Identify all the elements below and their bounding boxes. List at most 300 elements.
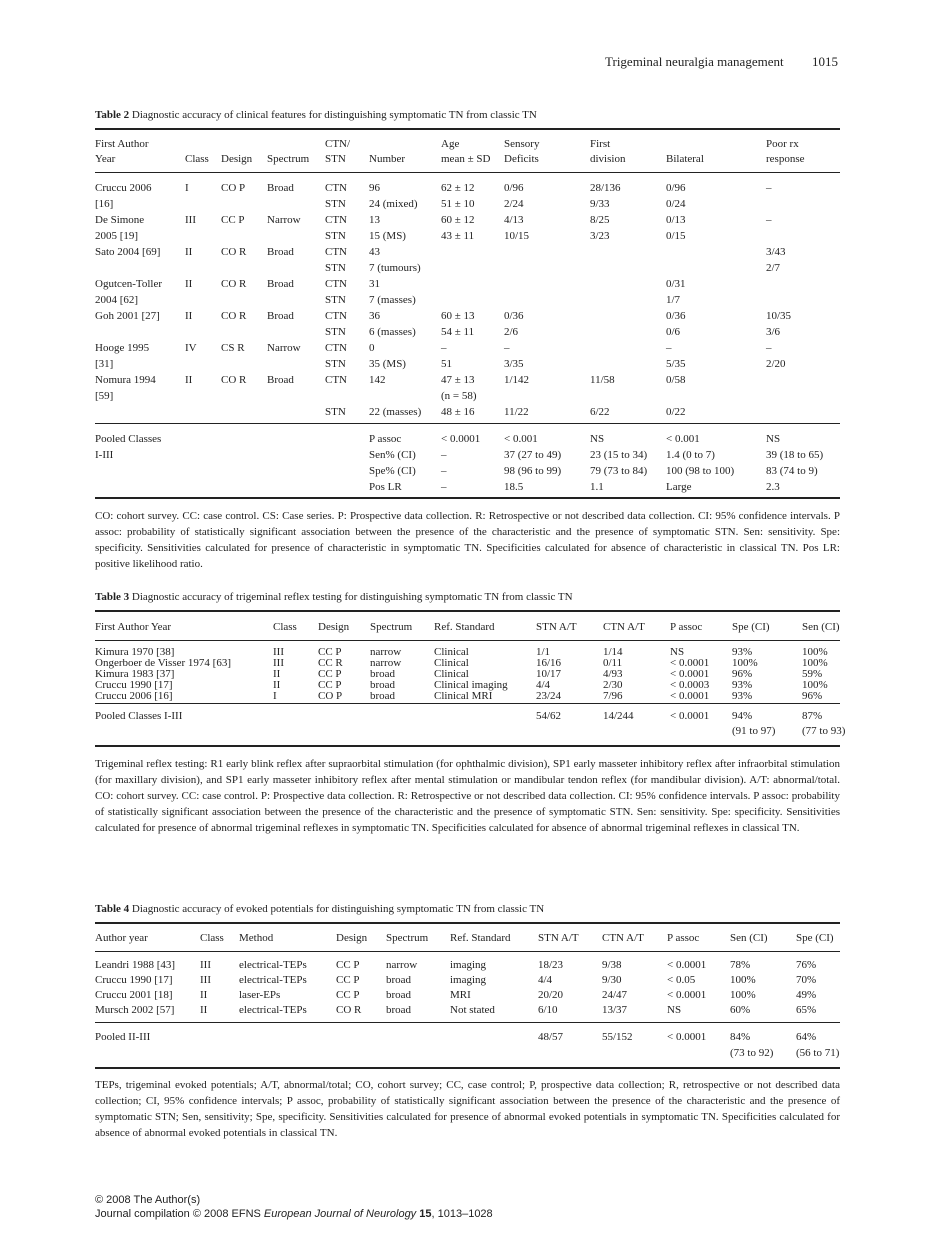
table-cell bbox=[325, 447, 369, 463]
table-cell: 0/36 bbox=[666, 310, 686, 322]
table2-header-rule bbox=[95, 172, 840, 173]
table-row bbox=[95, 180, 840, 196]
table-cell: electrical-TEPs bbox=[239, 974, 307, 986]
table-cell: 11/22 bbox=[504, 406, 529, 418]
table-cell: – bbox=[766, 214, 772, 226]
table2-col-header: Sensory bbox=[504, 138, 540, 150]
table4-col-header: Spe (CI) bbox=[796, 932, 834, 944]
table-cell bbox=[441, 244, 504, 260]
footer bbox=[95, 1193, 493, 1221]
table-cell: CTN bbox=[325, 342, 347, 354]
table-cell: 2/6 bbox=[504, 326, 519, 338]
table-cell bbox=[185, 260, 221, 276]
table3-caption-text: Diagnostic accuracy of trigeminal reflex testing for distinguishing symptomatic TN from classic TN bbox=[131, 591, 573, 603]
table-cell bbox=[221, 388, 267, 404]
table-cell: Clinical MRI bbox=[434, 690, 493, 702]
table-cell bbox=[267, 228, 325, 244]
table-cell bbox=[504, 276, 590, 292]
table-row bbox=[95, 404, 840, 420]
table-cell: STN bbox=[325, 198, 346, 210]
table-cell bbox=[590, 324, 666, 340]
table-cell: 2/24 bbox=[504, 198, 524, 210]
table-cell: CC P bbox=[336, 974, 360, 986]
table-cell: 83 (74 to 9) bbox=[766, 465, 818, 477]
table-cell: broad bbox=[370, 690, 396, 702]
table4-col-header: CTN A/T bbox=[602, 932, 644, 944]
table-cell bbox=[267, 447, 325, 463]
pooled-row bbox=[95, 463, 840, 479]
table-cell: 100% bbox=[802, 646, 828, 658]
table2-col-header: First bbox=[590, 138, 611, 150]
table-cell bbox=[766, 228, 840, 244]
table-cell bbox=[667, 1045, 730, 1061]
table-cell: Cruccu 2001 [18] bbox=[95, 989, 173, 1001]
table2-header bbox=[95, 137, 840, 167]
table-cell: MRI bbox=[450, 989, 471, 1001]
table-cell: 2005 [19] bbox=[95, 230, 139, 242]
table-cell: 10/17 bbox=[536, 668, 562, 680]
table-cell: 24/47 bbox=[602, 989, 628, 1001]
table-cell: 84% bbox=[730, 1031, 751, 1043]
table2-col-header bbox=[185, 137, 221, 152]
pooled-row bbox=[95, 431, 840, 447]
table-cell bbox=[221, 463, 267, 479]
table2-body bbox=[95, 180, 840, 420]
table-cell bbox=[221, 196, 267, 212]
table-cell: 98 (96 to 99) bbox=[504, 465, 562, 477]
table4-body bbox=[95, 958, 848, 1018]
table-cell: CTN bbox=[325, 246, 347, 258]
table-cell bbox=[185, 356, 221, 372]
table-cell: III bbox=[200, 974, 211, 986]
table-cell bbox=[267, 388, 325, 404]
table2-col-header bbox=[267, 137, 325, 152]
table-cell bbox=[185, 324, 221, 340]
table-cell: < 0.0001 bbox=[670, 690, 710, 702]
table-cell bbox=[666, 388, 766, 404]
table-cell bbox=[504, 292, 590, 308]
table-cell: 87% bbox=[802, 710, 823, 722]
table-cell bbox=[273, 724, 318, 739]
table-cell: Goh 2001 [27] bbox=[95, 310, 160, 322]
table-row bbox=[95, 1003, 848, 1018]
table-cell: CO R bbox=[221, 278, 247, 290]
table-cell bbox=[590, 292, 666, 308]
table-cell: Ogutcen-Toller bbox=[95, 278, 163, 290]
table-cell: Kimura 1983 [37] bbox=[95, 668, 175, 680]
table-cell: STN bbox=[325, 230, 346, 242]
table4-col-header: Class bbox=[200, 932, 224, 944]
table-cell: 79 (73 to 84) bbox=[590, 465, 648, 477]
table-cell: II bbox=[273, 668, 281, 680]
table-row bbox=[95, 308, 840, 324]
table-cell bbox=[325, 463, 369, 479]
table-cell: broad bbox=[386, 1004, 412, 1016]
table-row bbox=[95, 340, 840, 356]
table-cell: P assoc bbox=[369, 433, 402, 445]
table3-col-header: Sen (CI) bbox=[802, 621, 840, 633]
table-cell: (73 to 92) bbox=[730, 1047, 774, 1059]
table-cell: 0/96 bbox=[504, 182, 524, 194]
table-cell: 54/62 bbox=[536, 710, 562, 722]
table-cell: III bbox=[200, 959, 211, 971]
table3-pooled-rule bbox=[95, 703, 840, 704]
table-cell: 11/58 bbox=[590, 374, 615, 386]
table4-col-header: P assoc bbox=[667, 932, 700, 944]
table-cell: Clinical imaging bbox=[434, 679, 508, 691]
table-row bbox=[95, 260, 840, 276]
table-cell: 2.3 bbox=[766, 481, 780, 493]
journal-name: European Journal of Neurology bbox=[263, 1208, 417, 1220]
table4-header-rule bbox=[95, 951, 840, 952]
table-cell: 20/20 bbox=[538, 989, 564, 1001]
table-cell: Cruccu 1990 [17] bbox=[95, 974, 173, 986]
table-cell bbox=[666, 260, 766, 276]
table-cell: Pooled Classes bbox=[95, 433, 162, 445]
table2-col-header: First Author bbox=[95, 138, 149, 150]
table-cell: 3/43 bbox=[766, 246, 786, 258]
table-cell: Pooled Classes I-III bbox=[95, 710, 183, 722]
table-cell: < 0.0001 bbox=[667, 959, 707, 971]
pooled-row bbox=[95, 709, 861, 724]
table3-col-header: First Author Year bbox=[95, 621, 172, 633]
table2-col-header: mean ± SD bbox=[441, 153, 491, 165]
table-cell: 48/57 bbox=[538, 1031, 564, 1043]
table-cell bbox=[95, 1045, 200, 1061]
table-cell: 70% bbox=[796, 974, 817, 986]
table-cell bbox=[95, 463, 185, 479]
table-cell: 48 ± 16 bbox=[441, 406, 475, 418]
table-cell bbox=[267, 404, 325, 420]
table-cell bbox=[267, 260, 325, 276]
table-cell: 35 (MS) bbox=[369, 358, 406, 370]
table-cell: 76% bbox=[796, 959, 817, 971]
table-cell: broad bbox=[386, 974, 412, 986]
table-cell: Hooge 1995 bbox=[95, 342, 150, 354]
table-cell: broad bbox=[370, 668, 396, 680]
table-cell: 0/31 bbox=[666, 278, 686, 290]
table-cell: 13/37 bbox=[602, 1004, 628, 1016]
table-cell bbox=[273, 709, 318, 724]
table-cell: 96 bbox=[369, 182, 380, 194]
table-cell: CTN bbox=[325, 310, 347, 322]
table-cell: 1/1 bbox=[536, 646, 551, 658]
table-cell: II bbox=[185, 246, 193, 258]
table2-col-header: Deficits bbox=[504, 153, 539, 165]
table-cell bbox=[590, 356, 666, 372]
table-cell bbox=[441, 260, 504, 276]
table3-col-header: Ref. Standard bbox=[434, 621, 495, 633]
table-cell: 65% bbox=[796, 1004, 817, 1016]
table2-col-header: Year bbox=[95, 153, 116, 165]
table2-col-header: Age bbox=[441, 138, 460, 150]
table-row bbox=[95, 958, 848, 973]
table-cell bbox=[221, 431, 267, 447]
table-cell: 100% bbox=[730, 989, 756, 1001]
table-cell bbox=[221, 324, 267, 340]
table-cell bbox=[185, 447, 221, 463]
table-cell: STN bbox=[325, 406, 346, 418]
table-cell bbox=[386, 1045, 450, 1061]
table-cell: CS R bbox=[221, 342, 245, 354]
table4-pooled bbox=[95, 1029, 848, 1061]
table3-col-header: P assoc bbox=[670, 621, 703, 633]
table-cell: Not stated bbox=[450, 1004, 495, 1016]
table-cell: CC P bbox=[318, 679, 342, 691]
table2-col-header: Number bbox=[369, 153, 406, 165]
pooled-row bbox=[95, 447, 840, 463]
table3-col-header: CTN A/T bbox=[603, 621, 645, 633]
table-cell: (56 to 71) bbox=[796, 1047, 840, 1059]
table-cell: Sato 2004 [69] bbox=[95, 246, 161, 258]
table-cell: III bbox=[273, 646, 284, 658]
table4-label: Table 4 bbox=[95, 903, 130, 915]
table-cell: Broad bbox=[267, 246, 294, 258]
table-cell: 64% bbox=[796, 1031, 817, 1043]
table-cell: NS bbox=[670, 646, 685, 658]
table-cell: 6/10 bbox=[538, 1004, 558, 1016]
table-cell: 6 (masses) bbox=[369, 326, 416, 338]
table-cell bbox=[603, 724, 670, 739]
table-cell: II bbox=[185, 374, 193, 386]
table-cell bbox=[239, 1029, 336, 1045]
table-cell: < 0.0001 bbox=[667, 989, 707, 1001]
table-cell: Broad bbox=[267, 310, 294, 322]
table-cell: Sen% (CI) bbox=[369, 449, 416, 461]
table4-col-header: Sen (CI) bbox=[730, 932, 768, 944]
table-cell: 16/16 bbox=[536, 657, 562, 669]
table-cell bbox=[185, 431, 221, 447]
table-cell bbox=[318, 709, 370, 724]
table-cell: 1.1 bbox=[590, 481, 604, 493]
table-cell: CO R bbox=[221, 310, 247, 322]
table-row bbox=[95, 691, 861, 702]
table3-pooled bbox=[95, 709, 861, 739]
table-cell bbox=[221, 479, 267, 495]
table-cell: 100% bbox=[802, 657, 828, 669]
table2-col-header: Class bbox=[185, 153, 209, 165]
table2-col-header: response bbox=[766, 153, 805, 165]
table-cell bbox=[267, 431, 325, 447]
table-cell: 0/24 bbox=[666, 198, 686, 210]
table-row bbox=[95, 388, 840, 404]
table-row bbox=[95, 356, 840, 372]
pooled-row bbox=[95, 1045, 848, 1061]
table-cell: 15 (MS) bbox=[369, 230, 406, 242]
table-cell: NS bbox=[590, 433, 605, 445]
table-cell: < 0.0001 bbox=[670, 657, 710, 669]
table-cell: 4/93 bbox=[603, 668, 623, 680]
table4-top-rule bbox=[95, 922, 840, 924]
table-cell: 43 bbox=[369, 246, 380, 258]
table-cell: 94% bbox=[732, 710, 753, 722]
table-cell: narrow bbox=[370, 657, 402, 669]
table-cell: 7 (masses) bbox=[369, 294, 416, 306]
table-cell: (91 to 97) bbox=[732, 725, 776, 737]
table-cell bbox=[766, 404, 840, 420]
table-cell: De Simone bbox=[95, 214, 145, 226]
table-cell: 1/142 bbox=[504, 374, 530, 386]
table-cell bbox=[95, 404, 185, 420]
table-cell: 0 bbox=[369, 342, 375, 354]
table-cell bbox=[325, 388, 369, 404]
table-cell: I bbox=[185, 182, 189, 194]
table3-col-header: Design bbox=[318, 621, 350, 633]
table-cell: II bbox=[185, 310, 193, 322]
table-cell: Broad bbox=[267, 278, 294, 290]
table-cell: [31] bbox=[95, 358, 114, 370]
table2-caption-text: Diagnostic accuracy of clinical features for distinguishing symptomatic TN from classic TN bbox=[131, 109, 537, 121]
table-cell: 43 ± 11 bbox=[441, 230, 475, 242]
table-cell: 37 (27 to 49) bbox=[504, 449, 562, 461]
table-cell: I bbox=[273, 690, 277, 702]
table4-footnote: TEPs, trigeminal evoked potentials; A/T, abnormal/total; CO, cohort survey; CC, case control; P, prospective data collection; R, retrospective or not described data collection; CI, 95% confidence intervals; P assoc, probability of statistically significant association between the presence of the characteristic and the presence of symptomatic STN; Sen, sensitivity; Spe, specificity. Sensitivities calculated for presence of abnormal evoked potentials in symptomatic TN. Specificities calculated for absence of abnormal evoked potentials in classical TN. bbox=[95, 1079, 840, 1139]
table-cell bbox=[450, 1045, 538, 1061]
table-cell bbox=[267, 292, 325, 308]
table-cell bbox=[325, 431, 369, 447]
table-cell: < 0.001 bbox=[666, 433, 700, 445]
table-cell bbox=[434, 724, 536, 739]
table-cell bbox=[504, 260, 590, 276]
table-cell bbox=[239, 1045, 336, 1061]
table2-col-header bbox=[666, 137, 766, 152]
table-cell: Pos LR bbox=[369, 481, 402, 493]
table-cell bbox=[95, 724, 273, 739]
table-cell: 18/23 bbox=[538, 959, 564, 971]
table3-header-rule bbox=[95, 640, 840, 641]
table-cell: broad bbox=[370, 679, 396, 691]
table3-top-rule bbox=[95, 610, 840, 612]
table-cell bbox=[336, 1029, 386, 1045]
table-cell bbox=[200, 1045, 239, 1061]
table-cell bbox=[369, 388, 441, 404]
table-cell bbox=[590, 388, 666, 404]
table4-pooled-rule bbox=[95, 1022, 840, 1023]
table-cell: Clinical bbox=[434, 646, 469, 658]
table-cell: NS bbox=[766, 433, 781, 445]
table-cell: 0/6 bbox=[666, 326, 681, 338]
table-cell: [16] bbox=[95, 198, 114, 210]
table-cell bbox=[185, 404, 221, 420]
table2-col-header: Bilateral bbox=[666, 153, 704, 165]
table-cell bbox=[318, 724, 370, 739]
table-cell bbox=[538, 1045, 602, 1061]
table-cell: II bbox=[200, 1004, 208, 1016]
table3-label: Table 3 bbox=[95, 591, 130, 603]
table-cell bbox=[441, 292, 504, 308]
table-cell: 47 ± 13 bbox=[441, 374, 475, 386]
table-cell bbox=[370, 724, 434, 739]
table-cell: CO R bbox=[221, 374, 247, 386]
table-cell: II bbox=[200, 989, 208, 1001]
table-cell bbox=[185, 479, 221, 495]
table-cell: NS bbox=[667, 1004, 682, 1016]
table-cell bbox=[95, 479, 185, 495]
table-cell: Nomura 1994 bbox=[95, 374, 156, 386]
table-cell: 4/4 bbox=[536, 679, 551, 691]
table-cell: < 0.0001 bbox=[670, 668, 710, 680]
table-cell: 7/96 bbox=[603, 690, 623, 702]
table-cell bbox=[267, 479, 325, 495]
table-cell: 9/33 bbox=[590, 198, 610, 210]
table-cell: Large bbox=[666, 481, 692, 493]
table2-pooled-rule bbox=[95, 423, 840, 424]
table-cell: 23/24 bbox=[536, 690, 562, 702]
footer-copyright: © 2008 The Author(s) bbox=[95, 1194, 201, 1206]
table-cell: 100% bbox=[732, 657, 758, 669]
table-cell: Cruccu 2006 [16] bbox=[95, 690, 173, 702]
table2-pooled bbox=[95, 431, 840, 495]
table2-col-header: CTN/ bbox=[325, 138, 351, 150]
table-cell: 49% bbox=[796, 989, 817, 1001]
table-cell bbox=[267, 463, 325, 479]
table-cell bbox=[267, 356, 325, 372]
table-cell bbox=[267, 196, 325, 212]
table-cell: 22 (masses) bbox=[369, 406, 422, 418]
table-row bbox=[95, 973, 848, 988]
table-cell: narrow bbox=[370, 646, 402, 658]
table-cell: 10/15 bbox=[504, 230, 530, 242]
table-cell: STN bbox=[325, 358, 346, 370]
table-cell: 36 bbox=[369, 310, 380, 322]
table-cell: STN bbox=[325, 294, 346, 306]
table-cell bbox=[200, 1029, 239, 1045]
table-cell: 0/13 bbox=[666, 214, 686, 226]
table-cell: 93% bbox=[732, 690, 753, 702]
table-cell: STN bbox=[325, 326, 346, 338]
table-cell bbox=[434, 709, 536, 724]
table-cell: 14/244 bbox=[603, 710, 634, 722]
table-row bbox=[95, 276, 840, 292]
table3-caption bbox=[95, 591, 573, 603]
table-cell: – bbox=[504, 342, 510, 354]
table4-caption-text: Diagnostic accuracy of evoked potentials for distinguishing symptomatic TN from classic TN bbox=[131, 903, 545, 915]
table-cell: 9/30 bbox=[602, 974, 622, 986]
table-cell: 100% bbox=[730, 974, 756, 986]
table-cell: 54 ± 11 bbox=[441, 326, 475, 338]
table-cell: 3/35 bbox=[504, 358, 524, 370]
table2-footnote: CO: cohort survey. CC: case control. CS: Case series. P: Prospective data collection. R: Retrospective or not described data collection. CI: 95% confidence intervals. P assoc: probability of statistically significant association between the presence of the characteristic and the presence of symptomatic STN. Sen: sensitivity. Spe: specificity. Sensitivities calculated for presence of characteristic in symptomatic TN. Specificities calculated for absence of characteristic in classical TN. Pos LR: positive likelihood ratio. bbox=[95, 510, 840, 570]
table-cell: 51 ± 10 bbox=[441, 198, 475, 210]
table-cell: CC P bbox=[318, 646, 342, 658]
table-cell: 6/22 bbox=[590, 406, 610, 418]
table-cell bbox=[441, 276, 504, 292]
journal-volume: 15 bbox=[419, 1208, 432, 1220]
table-cell bbox=[221, 447, 267, 463]
table4-col-header: Author year bbox=[95, 932, 148, 944]
page-number: 1015 bbox=[812, 54, 838, 69]
table2-label: Table 2 bbox=[95, 109, 130, 121]
table-cell: CTN bbox=[325, 214, 347, 226]
table-cell: laser-EPs bbox=[239, 989, 281, 1001]
table-cell: < 0.0003 bbox=[670, 679, 710, 691]
table-cell: II bbox=[185, 278, 193, 290]
table-cell: Pooled II-III bbox=[95, 1031, 151, 1043]
table-cell: Ongerboer de Visser 1974 [63] bbox=[95, 657, 231, 669]
table-cell: 100 (98 to 100) bbox=[666, 465, 735, 477]
table-cell: Clinical bbox=[434, 668, 469, 680]
table-cell: CO R bbox=[336, 1004, 362, 1016]
table-cell: CTN bbox=[325, 182, 347, 194]
table-cell: 0/22 bbox=[666, 406, 686, 418]
table-cell bbox=[766, 388, 840, 404]
table-cell: 2/20 bbox=[766, 358, 786, 370]
table-cell: – bbox=[766, 182, 772, 194]
table-cell: IV bbox=[185, 342, 197, 354]
table-cell bbox=[185, 196, 221, 212]
table-cell: CTN bbox=[325, 278, 347, 290]
table-cell: 62 ± 12 bbox=[441, 182, 475, 194]
